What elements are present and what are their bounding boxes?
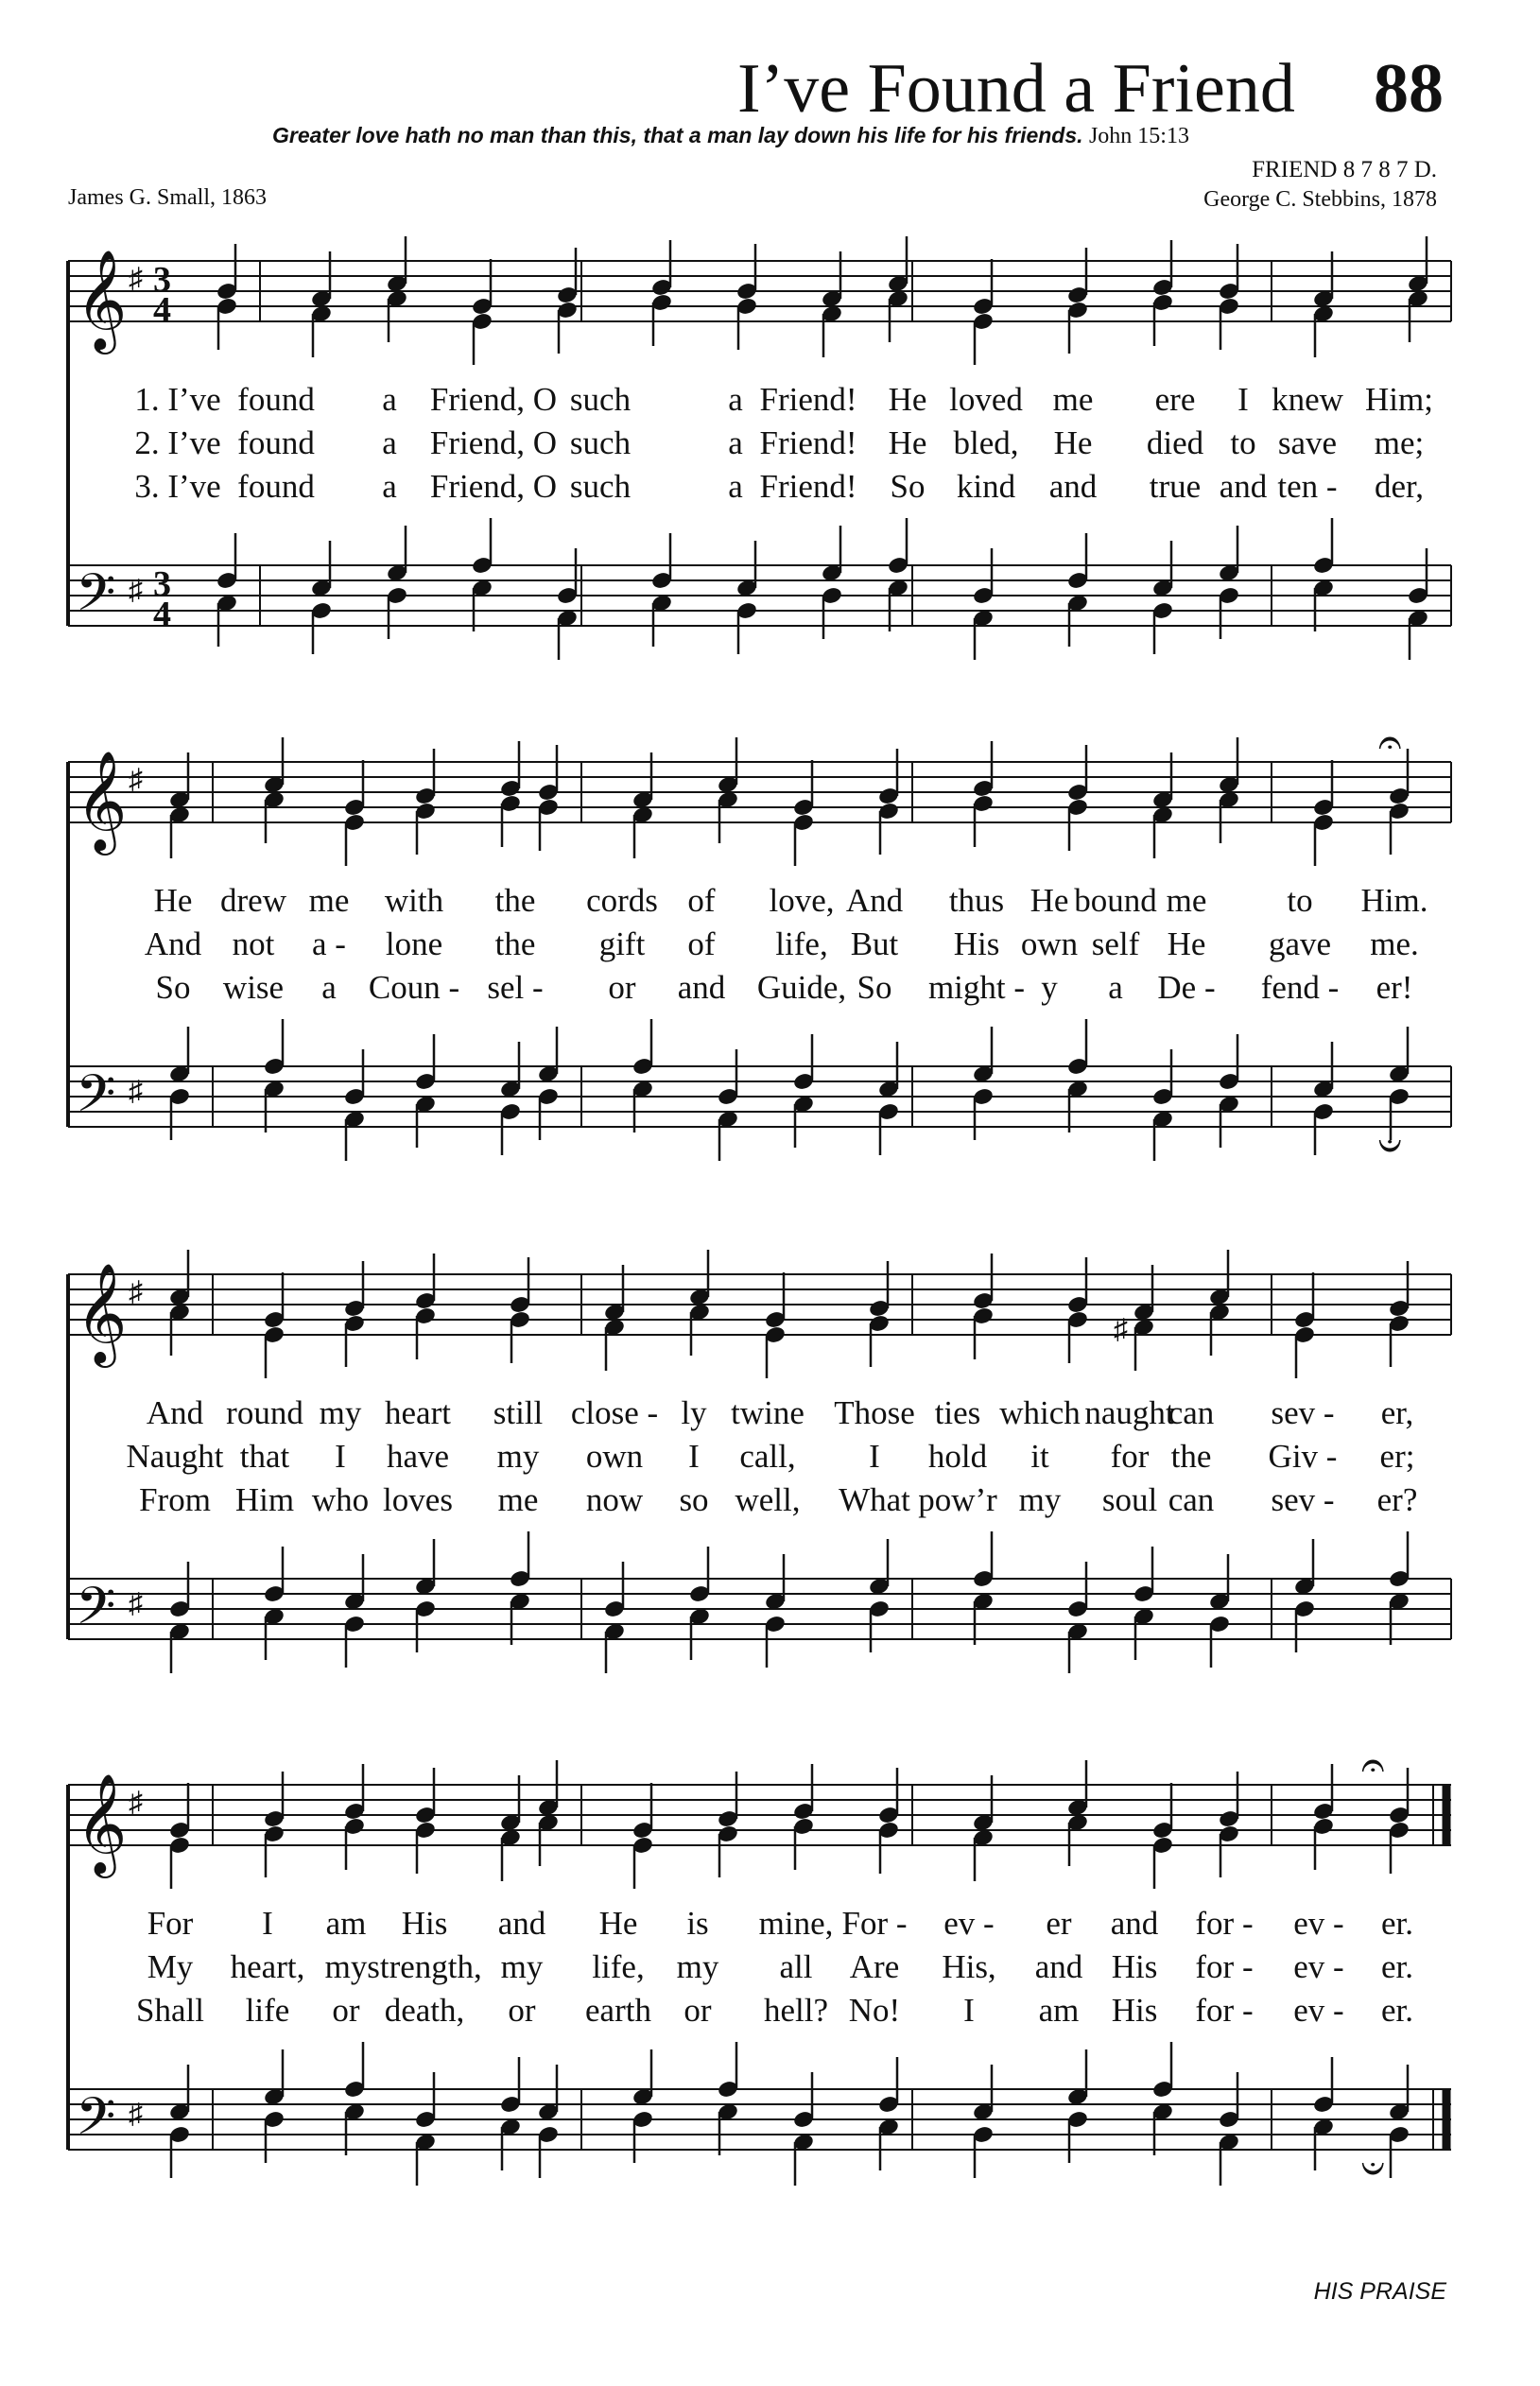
- lyrics-block: [0, 882, 1540, 1024]
- lyric-syllable: I: [335, 1438, 346, 1475]
- lyric-syllable: of: [687, 925, 716, 962]
- fermata-icon: 𝄐: [1361, 1749, 1385, 1789]
- lyric-syllable: and: [1034, 1948, 1083, 1985]
- lyric-syllable: a: [382, 381, 397, 418]
- lyric-syllable: well,: [735, 1481, 801, 1518]
- lyric-syllable: a: [728, 381, 743, 418]
- lyric-syllable: er?: [1376, 1481, 1418, 1518]
- lyric-syllable: My: [147, 1948, 194, 1985]
- lyric-syllable: the: [1170, 1438, 1212, 1475]
- lyric-syllable: save: [1277, 424, 1338, 461]
- lyric-syllable: He: [888, 381, 927, 418]
- lyric-syllable: a: [321, 969, 337, 1006]
- lyric-syllable: strength,: [367, 1948, 482, 1985]
- accidental-sharp-icon: ♯: [1114, 1314, 1128, 1345]
- verse-line: [0, 1438, 1540, 1481]
- lyric-syllable: De -: [1157, 969, 1216, 1006]
- lyric-syllable: and: [677, 969, 726, 1006]
- lyric-syllable: now: [585, 1481, 644, 1518]
- verse-line: [0, 1481, 1540, 1525]
- lyric-syllable: 2. I’ve: [134, 424, 221, 461]
- lyric-syllable: wise: [222, 969, 285, 1006]
- lyric-syllable: Him;: [1365, 381, 1433, 418]
- fermata-icon: 𝄑: [1361, 2145, 1385, 2191]
- lyric-syllable: der,: [1374, 468, 1425, 505]
- lyric-syllable: What: [839, 1481, 910, 1518]
- bass-clef-icon: 𝄢: [76, 1576, 116, 1649]
- lyric-syllable: still: [493, 1394, 544, 1431]
- lyric-syllable: my: [496, 1438, 540, 1475]
- lyric-syllable: to: [1287, 882, 1313, 919]
- lyric-syllable: for -: [1195, 1992, 1254, 2029]
- lyric-syllable: own: [585, 1438, 644, 1475]
- lyric-syllable: that: [239, 1438, 290, 1475]
- lyric-syllable: ly: [681, 1394, 707, 1431]
- lyric-syllable: Friend, O: [429, 424, 558, 461]
- svg-text:3: 3: [153, 260, 171, 300]
- lyric-syllable: death,: [384, 1992, 465, 2029]
- verse-line: [0, 424, 1540, 468]
- svg-text:4: 4: [153, 595, 171, 634]
- lyric-syllable: me: [497, 1481, 539, 1518]
- treble-clef-icon: 𝄞: [76, 750, 128, 851]
- lyric-syllable: Are: [849, 1948, 900, 1985]
- author-credit: James G. Small, 1863: [68, 185, 267, 210]
- lyric-syllable: 3. I’ve: [134, 468, 221, 505]
- lyric-syllable: For -: [841, 1905, 908, 1942]
- lyric-syllable: He: [1167, 925, 1206, 962]
- lyric-syllable: for -: [1195, 1905, 1254, 1942]
- verse-line: [0, 468, 1540, 511]
- lyric-syllable: for: [1110, 1438, 1150, 1475]
- lyric-syllable: sev -: [1271, 1481, 1335, 1518]
- lyric-syllable: And: [845, 882, 904, 919]
- lyric-syllable: ev -: [943, 1905, 995, 1942]
- lyric-syllable: gave: [1268, 925, 1332, 962]
- svg-text:4: 4: [153, 290, 171, 330]
- verse-line: [0, 925, 1540, 969]
- lyric-syllable: heart,: [230, 1948, 305, 1985]
- lyric-syllable: ev -: [1293, 1905, 1344, 1942]
- lyric-syllable: have: [386, 1438, 450, 1475]
- lyric-syllable: found: [237, 424, 315, 461]
- lyric-syllable: His: [1111, 1948, 1158, 1985]
- lyric-syllable: sel -: [487, 969, 544, 1006]
- lyric-syllable: or: [508, 1992, 536, 2029]
- verse-line: [0, 882, 1540, 925]
- lyric-syllable: ere: [1154, 381, 1196, 418]
- lyric-syllable: kind: [956, 468, 1016, 505]
- lyric-syllable: For: [147, 1905, 194, 1942]
- key-signature-sharp-icon: ♯: [129, 263, 143, 294]
- lyric-syllable: all: [779, 1948, 813, 1985]
- lyric-syllable: knew: [1272, 381, 1343, 418]
- lyric-syllable: love,: [769, 882, 835, 919]
- lyric-syllable: thus: [948, 882, 1005, 919]
- lyric-syllable: pow’r: [918, 1481, 997, 1518]
- lyric-syllable: Friend!: [759, 381, 857, 418]
- lyric-syllable: life,: [775, 925, 828, 962]
- lyric-syllable: His: [1111, 1992, 1158, 2029]
- lyric-syllable: self: [1091, 925, 1140, 962]
- lyric-syllable: hold: [927, 1438, 988, 1475]
- verse-line: [0, 1394, 1540, 1438]
- lyric-syllable: ev -: [1293, 1948, 1344, 1985]
- lyric-syllable: He: [1053, 424, 1093, 461]
- lyric-syllable: who: [311, 1481, 370, 1518]
- lyric-syllable: Guide,: [756, 969, 847, 1006]
- lyric-syllable: I: [688, 1438, 700, 1475]
- lyric-syllable: am: [325, 1905, 367, 1942]
- lyric-syllable: is: [686, 1905, 709, 1942]
- lyric-syllable: And: [146, 1394, 204, 1431]
- lyric-syllable: I: [963, 1992, 975, 2029]
- lyric-syllable: ev -: [1293, 1992, 1344, 2029]
- lyric-syllable: 1. I’ve: [134, 381, 221, 418]
- lyric-syllable: my: [324, 1948, 368, 1985]
- bass-staff: [68, 1066, 1451, 1127]
- lyric-syllable: my: [1018, 1481, 1062, 1518]
- lyric-syllable: the: [494, 882, 536, 919]
- lyric-syllable: true: [1149, 468, 1202, 505]
- lyric-syllable: me: [308, 882, 350, 919]
- key-signature-sharp-icon: ♯: [129, 764, 143, 795]
- lyrics-block: [0, 381, 1540, 523]
- lyric-syllable: me: [1052, 381, 1094, 418]
- lyric-syllable: a: [1108, 969, 1123, 1006]
- composer-credit: George C. Stebbins, 1878: [1203, 187, 1437, 212]
- lyric-syllable: me: [1166, 882, 1207, 919]
- lyric-syllable: bound: [1074, 882, 1157, 919]
- lyric-syllable: close -: [570, 1394, 659, 1431]
- treble-clef-icon: 𝄞: [76, 249, 128, 350]
- lyric-syllable: can: [1168, 1394, 1215, 1431]
- treble-staff: [68, 762, 1451, 822]
- lyric-syllable: He: [153, 882, 193, 919]
- bass-staff: [68, 565, 1451, 626]
- lyric-syllable: and: [1110, 1905, 1159, 1942]
- lyric-syllable: found: [237, 381, 315, 418]
- lyric-syllable: Him: [234, 1481, 295, 1518]
- lyric-syllable: can: [1168, 1481, 1215, 1518]
- key-signature-sharp-icon: ♯: [129, 1076, 143, 1107]
- lyric-syllable: er: [1046, 1905, 1072, 1942]
- lyric-syllable: Friend, O: [429, 381, 558, 418]
- lyric-syllable: life,: [592, 1948, 645, 1985]
- lyric-syllable: my: [319, 1394, 362, 1431]
- lyric-syllable: a: [728, 424, 743, 461]
- lyric-syllable: it: [1030, 1438, 1049, 1475]
- bass-clef-icon: 𝄢: [76, 562, 116, 635]
- lyric-syllable: not: [232, 925, 275, 962]
- lyric-syllable: mine,: [758, 1905, 834, 1942]
- lyric-syllable: er;: [1379, 1438, 1415, 1475]
- lyric-syllable: drew: [220, 882, 286, 919]
- lyric-syllable: His,: [942, 1948, 996, 1985]
- lyric-syllable: earth: [585, 1992, 651, 2029]
- lyric-syllable: a -: [312, 925, 346, 962]
- lyric-syllable: Those: [834, 1394, 915, 1431]
- lyric-syllable: y: [1041, 969, 1058, 1006]
- verse-line: [0, 969, 1540, 1012]
- key-signature-sharp-icon: ♯: [129, 2099, 143, 2130]
- lyric-syllable: Friend, O: [429, 468, 558, 505]
- lyric-syllable: er.: [1380, 1905, 1414, 1942]
- lyric-syllable: He: [598, 1905, 638, 1942]
- lyric-syllable: or: [332, 1992, 360, 2029]
- verse-line: [0, 381, 1540, 424]
- lyric-syllable: round: [226, 1394, 303, 1431]
- lyric-syllable: His: [953, 925, 1000, 962]
- bass-clef-icon: 𝄢: [76, 1063, 116, 1136]
- lyric-syllable: hell?: [763, 1992, 829, 2029]
- lyric-syllable: twine: [731, 1394, 805, 1431]
- lyric-syllable: er,: [1380, 1394, 1414, 1431]
- lyric-syllable: soul: [1101, 1481, 1158, 1518]
- lyric-syllable: gift: [598, 925, 646, 962]
- lyric-syllable: of: [687, 882, 716, 919]
- lyric-syllable: and: [1219, 468, 1268, 505]
- lyric-syllable: such: [569, 424, 632, 461]
- lyric-syllable: So: [857, 969, 892, 1006]
- key-signature-sharp-icon: ♯: [129, 1276, 143, 1307]
- lyric-syllable: But: [850, 925, 899, 962]
- lyric-syllable: lone: [385, 925, 443, 962]
- fermata-icon: 𝄑: [1378, 1122, 1402, 1161]
- publisher-credit: HIS PRAISE: [1313, 2278, 1446, 2305]
- lyric-syllable: ten -: [1277, 468, 1338, 505]
- lyric-syllable: heart: [385, 1394, 451, 1431]
- lyric-syllable: with: [384, 882, 444, 919]
- lyric-syllable: such: [569, 381, 632, 418]
- verse-line: [0, 1992, 1540, 2035]
- lyric-syllable: my: [676, 1948, 719, 1985]
- lyric-syllable: and: [497, 1905, 546, 1942]
- lyrics-block: [0, 1905, 1540, 2047]
- lyric-syllable: and: [1048, 468, 1098, 505]
- lyric-syllable: which: [999, 1394, 1081, 1431]
- epigraph-reference: John 15:13: [1088, 124, 1189, 148]
- lyric-syllable: a: [382, 424, 397, 461]
- lyric-syllable: sev -: [1271, 1394, 1335, 1431]
- lyric-syllable: me;: [1374, 424, 1425, 461]
- lyric-syllable: So: [155, 969, 191, 1006]
- lyric-syllable: His: [401, 1905, 448, 1942]
- lyric-syllable: He: [888, 424, 927, 461]
- key-signature-sharp-icon: ♯: [129, 1588, 143, 1619]
- lyric-syllable: or: [608, 969, 636, 1006]
- tune-name: FRIEND 8 7 8 7 D.: [1252, 157, 1437, 182]
- fermata-icon: 𝄐: [1378, 726, 1402, 766]
- lyric-syllable: found: [237, 468, 315, 505]
- hymn-title: I’ve Found a Friend: [737, 50, 1295, 128]
- lyric-syllable: No!: [848, 1992, 901, 2029]
- lyric-syllable: me.: [1370, 925, 1419, 962]
- key-signature-sharp-icon: ♯: [129, 1787, 143, 1818]
- lyric-syllable: such: [569, 468, 632, 505]
- lyric-syllable: Giv -: [1268, 1438, 1338, 1475]
- lyric-syllable: ties: [934, 1394, 981, 1431]
- lyric-syllable: So: [890, 468, 926, 505]
- lyric-syllable: Coun -: [368, 969, 460, 1006]
- lyric-syllable: loved: [949, 381, 1023, 418]
- lyric-syllable: er.: [1380, 1992, 1414, 2029]
- lyric-syllable: own: [1020, 925, 1079, 962]
- lyric-syllable: died: [1146, 424, 1204, 461]
- verse-line: [0, 1905, 1540, 1948]
- lyric-syllable: I: [1237, 381, 1249, 418]
- lyric-syllable: the: [494, 925, 536, 962]
- treble-clef-icon: 𝄞: [76, 1262, 128, 1363]
- svg-text:3: 3: [153, 564, 171, 604]
- epigraph: [272, 123, 1189, 149]
- key-signature-sharp-icon: ♯: [129, 575, 143, 606]
- lyric-syllable: er!: [1376, 969, 1413, 1006]
- lyric-syllable: I: [869, 1438, 880, 1475]
- lyric-syllable: might -: [927, 969, 1026, 1006]
- lyric-syllable: my: [500, 1948, 544, 1985]
- lyric-syllable: From: [139, 1481, 211, 1518]
- lyric-syllable: Friend!: [759, 424, 857, 461]
- lyric-syllable: for -: [1195, 1948, 1254, 1985]
- lyric-syllable: so: [679, 1481, 709, 1518]
- epigraph-text: Greater love hath no man than this, that a man lay down his life for his friends.: [272, 123, 1083, 147]
- lyric-syllable: to: [1230, 424, 1256, 461]
- lyric-syllable: or: [683, 1992, 712, 2029]
- lyric-syllable: fend -: [1260, 969, 1340, 1006]
- bass-clef-icon: 𝄢: [76, 2086, 116, 2159]
- lyric-syllable: naught: [1084, 1394, 1175, 1431]
- lyric-syllable: bled,: [953, 424, 1019, 461]
- hymn-number: 88: [1374, 50, 1444, 128]
- lyric-syllable: cords: [586, 882, 658, 919]
- verse-line: [0, 1948, 1540, 1992]
- lyric-syllable: Naught: [126, 1438, 224, 1475]
- lyric-syllable: Him.: [1360, 882, 1428, 919]
- lyric-syllable: Shall: [136, 1992, 204, 2029]
- lyric-syllable: call,: [739, 1438, 796, 1475]
- lyric-syllable: er.: [1380, 1948, 1414, 1985]
- lyric-syllable: And: [144, 925, 202, 962]
- treble-clef-icon: 𝄞: [76, 1772, 128, 1874]
- lyric-syllable: I: [262, 1905, 273, 1942]
- lyric-syllable: am: [1038, 1992, 1080, 2029]
- lyric-syllable: loves: [383, 1481, 453, 1518]
- lyric-syllable: a: [382, 468, 397, 505]
- treble-staff: [68, 261, 1451, 321]
- lyric-syllable: Friend!: [759, 468, 857, 505]
- lyric-syllable: life: [245, 1992, 290, 2029]
- lyric-syllable: He: [1030, 882, 1069, 919]
- lyrics-block: [0, 1394, 1540, 1536]
- lyric-syllable: a: [728, 468, 743, 505]
